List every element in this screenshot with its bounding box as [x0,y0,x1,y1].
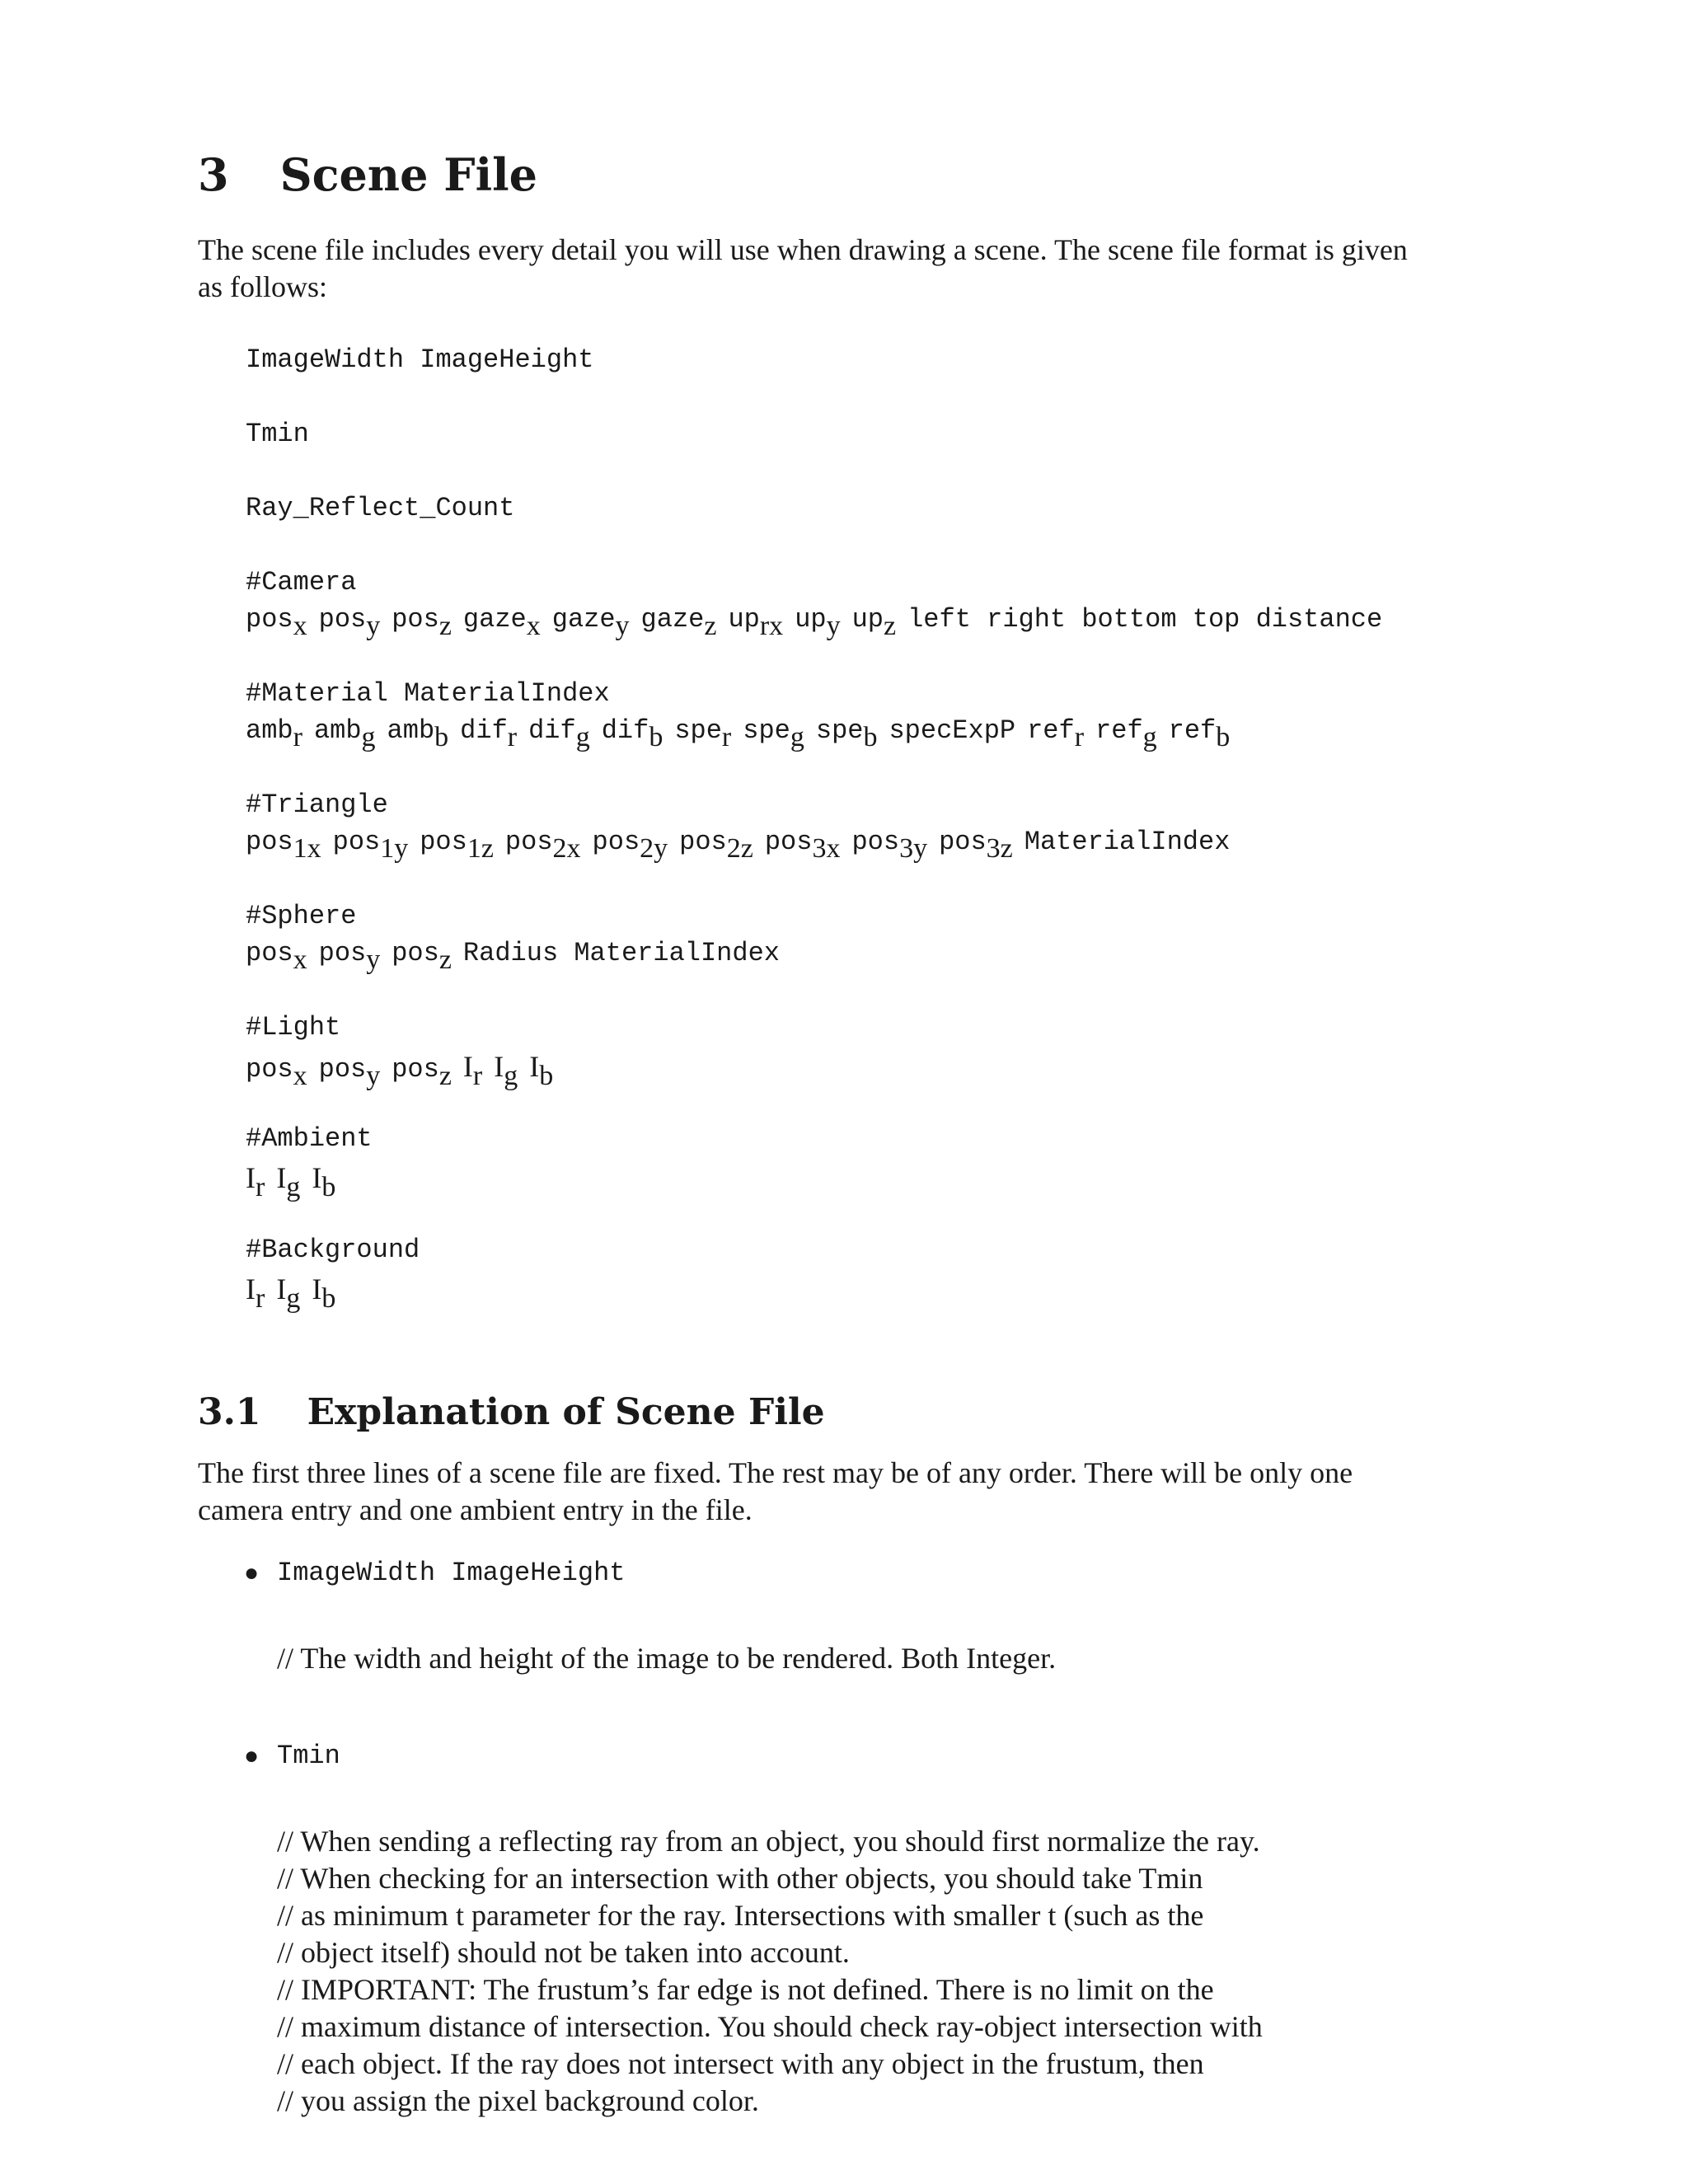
bullet-marker: ● [244,1742,260,1769]
section-title: Scene File [279,148,537,201]
tmin-comment-line: // object itself) should not be taken into account. [277,1936,850,1969]
background-header: #Background [246,1235,420,1265]
format-line-image-size: ImageWidth ImageHeight [246,344,594,375]
tmin-comment-line: // maximum distance of intersection. You should check ray-object intersection with [277,2010,1263,2043]
camera-header: #Camera [246,567,357,598]
format-line-ray-reflect-count: Ray_Reflect_Count [246,493,515,523]
triangle-params-tail: MaterialIndex [1024,827,1231,857]
bullet-code-image-size: ImageWidth ImageHeight [277,1558,626,1588]
camera-params-tail: left right bottom top distance [907,604,1383,635]
sphere-params-tail: Radius MaterialIndex [462,938,780,968]
tmin-comment-line: // as minimum t parameter for the ray. Intersections with smaller t (such as the [277,1899,1204,1932]
subsection-heading [198,1391,825,1433]
triangle-params: pos1x pos1y pos1z pos2x pos2y pos2z pos3x pos3y pos3z MaterialIndex [246,827,1231,864]
format-line-tmin: Tmin [246,419,309,449]
light-header: #Light [246,1012,341,1043]
material-header: #Material MaterialIndex [246,678,610,709]
ambient-header: #Ambient [246,1123,373,1154]
material-spec-exp: specExpP [889,715,1016,746]
light-params: posx posy posz Ir Ig Ib [246,1050,554,1091]
section-number: 3 [198,148,229,201]
tmin-comment-line: // you assign the pixel background color. [277,2084,759,2117]
sphere-header: #Sphere [246,901,357,931]
bullet-marker: ● [244,1559,260,1586]
material-params: ambr ambg ambb difr difg difb sper speg speb specExpP refr refg refb [246,715,1231,752]
tmin-comment-line: // When checking for an intersection with other objects, you should take Tmin [277,1862,1203,1895]
triangle-header: #Triangle [246,790,388,820]
bullet-comment-line: // The width and height of the image to be rendered. Both Integer. [277,1642,1057,1675]
background-params: Ir Ig Ib [246,1272,336,1314]
explain-paragraph: The first three lines of a scene file are fixed. The rest may be of any order. There will be only one camera entry and one ambient entry in the file. [198,1456,1353,1526]
tmin-comment-line: // each object. If the ray does not intersect with any object in the frustum, then [277,2047,1204,2080]
subsection-number: 3.1 [198,1391,261,1433]
ambient-params: Ir Ig Ib [246,1161,336,1202]
intro-paragraph: The scene file includes every detail you will use when drawing a scene. The scene file format is given as follows: [198,233,1408,303]
bullet-code-tmin: Tmin [277,1741,340,1771]
subsection-title: Explanation of Scene File [307,1391,825,1433]
tmin-comment-line: // IMPORTANT: The frustum’s far edge is not defined. There is no limit on the [277,1973,1214,2006]
section-heading [198,148,537,201]
camera-params: posx posy posz gazex gazey gazez uprx upy upz left right bottom top distance [246,604,1383,641]
sphere-params: posx posy posz Radius MaterialIndex [246,938,780,975]
tmin-comment-line: // When sending a reflecting ray from an object, you should first normalize the ray. [277,1825,1260,1858]
